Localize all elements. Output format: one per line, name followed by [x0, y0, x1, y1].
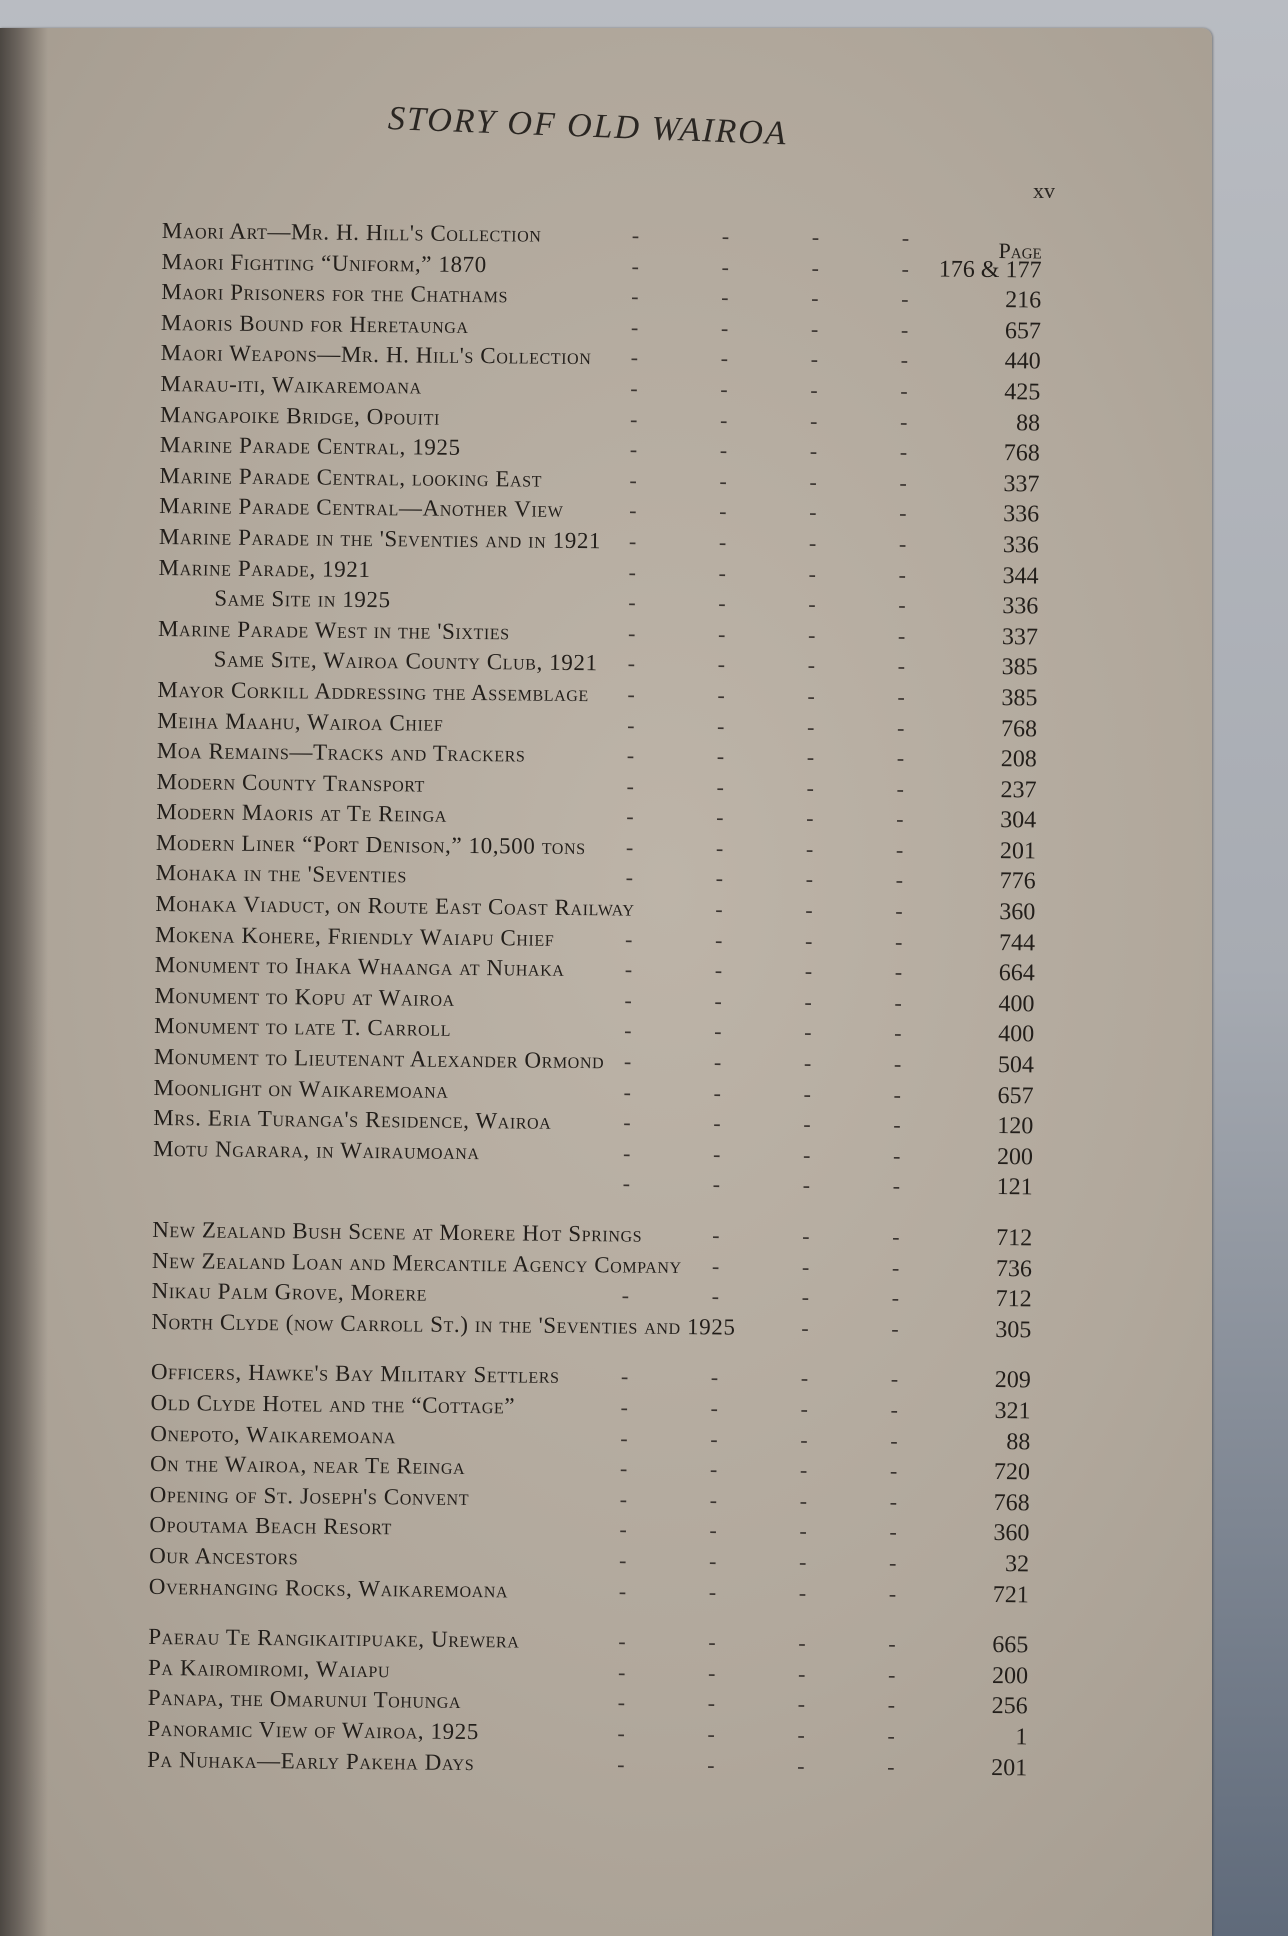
- entry-page-number: 385: [1001, 684, 1038, 712]
- leader-dash: -: [629, 497, 638, 523]
- leader-dash: -: [897, 653, 906, 679]
- leader-dash: -: [800, 1426, 809, 1452]
- leader-dash: -: [718, 529, 727, 555]
- leader-dash: -: [894, 928, 904, 954]
- entry-title: Mayor Corkill Addressing the Assemblage: [157, 676, 589, 707]
- leader-dash: -: [631, 283, 640, 309]
- leader-dash: -: [887, 1722, 896, 1749]
- entry-title: Monument to Lieutenant Alexander Ormond: [153, 1043, 605, 1074]
- entry-page-number: 256: [991, 1693, 1028, 1720]
- leader-dash: -: [809, 407, 819, 433]
- entry-title: Marine Parade Central—Another View: [159, 493, 564, 523]
- leader-dash: -: [625, 864, 634, 891]
- leader-dash: -: [887, 1692, 896, 1718]
- leader-dash: -: [895, 867, 904, 893]
- leader-dash: -: [890, 1397, 899, 1423]
- dot-leader: [151, 1307, 961, 1345]
- entry-page-number: 336: [1003, 501, 1040, 528]
- leader-dash: -: [620, 1394, 629, 1420]
- entry-page-number: 425: [1004, 379, 1041, 406]
- binding-gutter-shadow: [0, 28, 48, 1936]
- leader-dash: -: [719, 468, 728, 494]
- leader-dash: -: [716, 804, 725, 830]
- entry-page-number: 201: [999, 837, 1037, 865]
- leader-dash: -: [619, 1455, 629, 1481]
- leader-dash: -: [804, 1019, 813, 1045]
- entry-title: Mrs. Eria Turanga's Residence, Wairoa: [153, 1105, 552, 1134]
- leader-dash: -: [899, 408, 909, 434]
- entry-title: New Zealand Loan and Mercantile Agency Company: [151, 1247, 682, 1278]
- leader-dash: -: [620, 1363, 629, 1389]
- entry-title: Modern County Transport: [156, 768, 426, 797]
- entry-title: Modern Liner “Port Denison,” 10,500 tons: [155, 829, 586, 859]
- leader-dash: -: [622, 1140, 632, 1166]
- leader-dash: -: [625, 834, 635, 860]
- leader-dash: -: [897, 714, 906, 740]
- leader-dash: -: [626, 803, 635, 829]
- leader-dash: -: [707, 1660, 717, 1686]
- leader-dash: -: [811, 285, 820, 311]
- leader-dash: -: [720, 345, 729, 371]
- leader-dash: -: [811, 224, 820, 250]
- leader-dash: -: [894, 959, 903, 985]
- leader-dash: -: [624, 926, 634, 952]
- leader-dash: -: [898, 592, 907, 618]
- entry-page-number: 237: [1000, 776, 1037, 804]
- leader-dash: -: [622, 1170, 631, 1196]
- leader-dash: -: [630, 314, 640, 340]
- leader-dash: -: [798, 1549, 808, 1575]
- entry-title: Mohaka Viaduct, on Route East Coast Railway: [155, 891, 635, 921]
- leader-dash: -: [899, 469, 908, 495]
- entry-page-number: 209: [994, 1367, 1031, 1394]
- leader-dash: -: [800, 1365, 809, 1391]
- leader-dash: -: [714, 1018, 723, 1044]
- leader-dash: -: [800, 1396, 809, 1422]
- leader-dash: -: [803, 1080, 812, 1106]
- leader-dash: -: [717, 682, 726, 708]
- entry-page-number: 744: [998, 929, 1036, 957]
- leader-dash: -: [797, 1691, 806, 1717]
- leader-dash: -: [715, 835, 725, 861]
- entry-title: North Clyde (now Carroll St.) in the 'Seventies and 1925: [151, 1308, 736, 1340]
- entry-page-number: 360: [993, 1520, 1030, 1547]
- entry-title: Monument to late T. Carroll: [154, 1013, 452, 1042]
- leader-dash: -: [809, 499, 818, 525]
- entry-title: Maori Art—Mr. H. Hill's Collection: [161, 217, 542, 247]
- book-page: [0, 28, 1212, 1936]
- leader-dash: -: [630, 375, 639, 401]
- entry-title: Moa Remains—Tracks and Trackers: [156, 738, 526, 767]
- entry-page-number: 720: [993, 1459, 1031, 1486]
- entry-page-number: 768: [993, 1489, 1030, 1517]
- leader-dash: -: [798, 1630, 807, 1656]
- leader-dash: -: [719, 406, 729, 433]
- leader-dash: -: [898, 561, 907, 587]
- entry-title: Modern Maoris at Te Reinga: [156, 799, 448, 828]
- leader-dash: -: [803, 1050, 812, 1076]
- entry-page-number: 440: [1004, 348, 1041, 375]
- entry-title: Paerau Te Rangikaitipuake, Urewera: [148, 1624, 520, 1653]
- leader-dash: -: [888, 1580, 897, 1606]
- leader-dash: -: [891, 1315, 900, 1341]
- leader-dash: -: [721, 253, 730, 280]
- entry-title: Mokena Kohere, Friendly Waiapu Chief: [154, 921, 555, 951]
- leader-dash: -: [801, 1253, 811, 1279]
- leader-dash: -: [893, 1051, 902, 1077]
- leader-dash: -: [888, 1631, 897, 1657]
- leader-dash: -: [889, 1488, 898, 1514]
- leader-dash: -: [893, 1081, 902, 1107]
- entry-page-number: 360: [999, 899, 1036, 926]
- entry-page-number: 344: [1002, 562, 1039, 589]
- leader-dash: -: [901, 255, 910, 281]
- leader-dash: -: [810, 316, 820, 342]
- entry-title: Motu Ngarara, in Wairaumoana: [152, 1135, 480, 1164]
- leader-dash: -: [892, 1173, 901, 1199]
- leader-dash: -: [892, 1142, 902, 1168]
- entry-page-number: 336: [1002, 532, 1040, 559]
- leader-dash: -: [714, 957, 723, 983]
- entry-page-number: 736: [995, 1255, 1033, 1282]
- leader-dash: -: [888, 1549, 898, 1576]
- leader-dash: -: [707, 1690, 716, 1716]
- leader-dash: -: [619, 1516, 628, 1542]
- leader-dash: -: [709, 1456, 719, 1482]
- leader-dash: -: [623, 1109, 632, 1135]
- leader-dash: -: [808, 591, 817, 617]
- entry-title: Opening of St. Joseph's Convent: [149, 1481, 470, 1510]
- leader-dash: -: [717, 712, 726, 738]
- leader-dash: -: [807, 713, 816, 739]
- leader-dash: -: [619, 1547, 628, 1573]
- leader-dash: -: [710, 1425, 719, 1451]
- page-column-label: Page: [998, 238, 1042, 264]
- leader-dash: -: [627, 681, 636, 707]
- entry-page-number: 120: [997, 1113, 1034, 1140]
- entry-title: Same Site in 1925: [214, 585, 391, 613]
- entry-title: Panoramic View of Wairoa, 1925: [147, 1715, 480, 1745]
- leader-dash: -: [891, 1285, 900, 1311]
- leader-dash: -: [808, 530, 817, 556]
- leader-dash: -: [716, 743, 725, 769]
- entry-page-number: 385: [1001, 654, 1038, 681]
- leader-dash: -: [807, 652, 816, 678]
- leader-dash: -: [709, 1517, 718, 1543]
- entry-title: Opoutama Beach Resort: [149, 1512, 393, 1540]
- leader-dash: -: [799, 1518, 808, 1544]
- leader-dash: -: [709, 1487, 718, 1513]
- leader-dash: -: [901, 286, 910, 312]
- entry-page-number: 321: [994, 1398, 1031, 1425]
- leader-dash: -: [714, 926, 724, 953]
- leader-dash: -: [801, 1284, 810, 1310]
- leader-dash: -: [714, 988, 723, 1014]
- entry-title: Maori Prisoners for the Chathams: [161, 279, 509, 308]
- entry-title: Marine Parade Central, looking East: [159, 462, 543, 492]
- leader-dash: -: [802, 1142, 812, 1168]
- leader-dash: -: [806, 774, 815, 800]
- entry-title: Maoris Bound for Heretaunga: [160, 309, 469, 338]
- dot-leader: [153, 1164, 963, 1202]
- leader-dash: -: [807, 621, 817, 648]
- leader-dash: -: [713, 1049, 722, 1075]
- entry-title: Marine Parade West in the 'Sixties: [157, 615, 510, 645]
- leader-dash: -: [808, 560, 817, 586]
- leader-dash: -: [712, 1141, 722, 1167]
- entry-page-number: 712: [995, 1286, 1032, 1313]
- leader-dash: -: [617, 1689, 626, 1715]
- entry-page-number: 200: [996, 1143, 1034, 1171]
- leader-dash: -: [623, 1048, 632, 1074]
- dot-leader: [149, 1571, 959, 1609]
- leader-dash: -: [707, 1751, 716, 1777]
- leader-dash: -: [894, 989, 903, 1015]
- entry-title: New Zealand Bush Scene at Morere Hot Springs: [152, 1216, 643, 1247]
- entry-title: On the Wairoa, near Te Reinga: [149, 1451, 466, 1480]
- leader-dash: -: [631, 253, 640, 279]
- entry-page-number: 721: [992, 1581, 1029, 1608]
- leader-dash: -: [717, 621, 727, 647]
- leader-dash: -: [718, 559, 727, 585]
- leader-dash: -: [627, 650, 636, 676]
- entry-title: Mohaka in the 'Seventies: [155, 860, 408, 888]
- leader-dash: -: [809, 438, 818, 464]
- entry-page-number: 337: [1003, 470, 1040, 498]
- entry-title: Officers, Hawke's Bay Military Settlers: [150, 1359, 560, 1389]
- leader-dash: -: [889, 1519, 898, 1545]
- entry-page-number: 1: [1015, 1724, 1028, 1751]
- leader-dash: -: [626, 742, 635, 768]
- entry-page-number: 208: [1000, 746, 1037, 773]
- leader-dash: -: [889, 1458, 899, 1484]
- entry-title: Marine Parade, 1921: [158, 554, 371, 582]
- leader-dash: -: [619, 1486, 628, 1512]
- leader-dash: -: [713, 1110, 722, 1136]
- entry-page-number: 768: [1000, 715, 1038, 742]
- leader-dash: -: [712, 1222, 721, 1248]
- leader-dash: -: [797, 1752, 806, 1778]
- entry-title: Monument to Ihaka Whaanga at Nuhaka: [154, 952, 565, 982]
- leader-dash: -: [721, 223, 730, 249]
- entry-title: Onepoto, Waikaremoana: [150, 1420, 397, 1448]
- leader-dash: -: [797, 1660, 807, 1686]
- entry-title: Monument to Kopu at Wairoa: [154, 982, 455, 1011]
- leader-dash: -: [810, 377, 819, 403]
- entry-title: Moonlight on Waikaremoana: [153, 1074, 449, 1103]
- leader-dash: -: [900, 378, 909, 404]
- entry-page-number: 305: [995, 1316, 1032, 1344]
- entry-title: Our Ancestors: [149, 1542, 299, 1570]
- entry-page-number: 121: [996, 1174, 1033, 1201]
- leader-dash: -: [901, 225, 910, 251]
- leader-dash: -: [803, 1111, 812, 1137]
- leader-dash: -: [798, 1579, 807, 1605]
- leader-dash: -: [618, 1577, 627, 1604]
- entry-page-number: 304: [1000, 807, 1037, 834]
- leader-dash: -: [799, 1487, 808, 1514]
- leader-dash: -: [617, 1659, 627, 1685]
- entry-page-number: 400: [998, 1021, 1035, 1048]
- leader-dash: -: [708, 1629, 717, 1655]
- leader-dash: -: [712, 1171, 721, 1197]
- leader-dash: -: [621, 1282, 630, 1308]
- leader-dash: -: [628, 528, 637, 554]
- entry-page-number: 400: [998, 990, 1035, 1018]
- entry-title: Maori Fighting “Uniform,” 1870: [161, 248, 487, 277]
- leader-dash: -: [713, 1079, 722, 1106]
- entry-page-number: 200: [991, 1662, 1029, 1690]
- leader-dash: -: [627, 620, 637, 646]
- entry-title: Pa Kairomiromi, Waiapu: [147, 1654, 391, 1682]
- entry-page-number: 776: [999, 868, 1036, 895]
- leader-dash: -: [718, 590, 727, 616]
- entry-title: Nikau Palm Grove, Morere: [151, 1278, 428, 1306]
- leader-dash: -: [719, 437, 728, 463]
- entry-page-number: 32: [1004, 1551, 1030, 1578]
- leader-dash: -: [623, 1079, 632, 1105]
- entry-page-number: 336: [1002, 593, 1039, 620]
- leader-dash: -: [799, 1457, 809, 1483]
- entry-page-number: 176 & 177: [938, 256, 1042, 284]
- leader-dash: -: [624, 1017, 633, 1043]
- entry-title: Pa Nuhaka—Early Pakeha Days: [147, 1746, 475, 1775]
- entry-title: Marine Parade in the 'Seventies and in 1921: [158, 523, 602, 554]
- entry-title: Meiha Maahu, Wairoa Chief: [157, 707, 444, 736]
- leader-dash: -: [708, 1578, 717, 1604]
- leader-dash: -: [895, 836, 905, 863]
- leader-dash: -: [805, 897, 814, 923]
- leader-dash: -: [900, 347, 909, 373]
- entry-page-number: 665: [992, 1632, 1029, 1659]
- leader-dash: -: [627, 711, 636, 738]
- leader-dash: -: [801, 1314, 810, 1341]
- entry-title: Maori Weapons—Mr. H. Hill's Collection: [160, 340, 592, 370]
- entry-page-number: 504: [997, 1052, 1035, 1079]
- dot-leader: [147, 1744, 957, 1782]
- leader-dash: -: [802, 1172, 811, 1198]
- entry-title: Marau-iti, Waikaremoana: [160, 370, 422, 399]
- entry-page-number: 216: [1005, 287, 1042, 314]
- leader-dash: -: [804, 989, 813, 1015]
- leader-dash: -: [896, 745, 905, 771]
- leader-dash: -: [899, 439, 908, 465]
- entry-page-number: 657: [1004, 317, 1042, 345]
- leader-dash: -: [717, 651, 726, 677]
- leader-dash: -: [711, 1283, 720, 1309]
- leader-dash: -: [618, 1628, 627, 1654]
- leader-dash: -: [628, 589, 637, 615]
- leader-dash: -: [892, 1224, 901, 1250]
- entry-page-number: 88: [1006, 1428, 1031, 1455]
- leader-dash: -: [806, 744, 815, 770]
- page-number-folio: xv: [1033, 178, 1055, 203]
- leader-dash: -: [802, 1223, 811, 1249]
- leader-dash: -: [896, 775, 905, 801]
- leader-dash: -: [896, 806, 905, 832]
- leader-dash: -: [629, 406, 639, 432]
- entry-page-number: 337: [1001, 623, 1039, 651]
- leader-dash: -: [631, 222, 640, 248]
- leader-dash: -: [887, 1753, 896, 1779]
- list-of-illustrations: [147, 216, 1042, 1783]
- entry-title: Panapa, the Omarunui Tohunga: [147, 1685, 462, 1714]
- leader-dash: -: [624, 987, 633, 1013]
- leader-dash: -: [890, 1427, 899, 1453]
- entry-title: Overhanging Rocks, Waikaremoana: [148, 1573, 509, 1602]
- entry-title: Mangapoike Bridge, Opouiti: [159, 401, 441, 430]
- leader-dash: -: [620, 1425, 629, 1451]
- leader-dash: -: [894, 1020, 903, 1046]
- leader-dash: -: [720, 376, 729, 402]
- leader-dash: -: [891, 1254, 901, 1280]
- leader-dash: -: [897, 622, 907, 648]
- leader-dash: -: [804, 927, 814, 953]
- leader-dash: -: [628, 559, 637, 585]
- leader-dash: -: [900, 316, 910, 342]
- leader-dash: -: [719, 498, 728, 524]
- entry-page-number: 712: [996, 1225, 1033, 1252]
- leader-dash: -: [805, 866, 814, 892]
- leader-dash: -: [716, 774, 725, 800]
- leader-dash: -: [893, 1112, 902, 1138]
- leader-dash: -: [805, 836, 815, 862]
- leader-dash: -: [721, 284, 730, 310]
- leader-dash: -: [797, 1722, 806, 1748]
- leader-dash: -: [890, 1366, 899, 1392]
- entry-title: Old Clyde Hotel and the “Cottage”: [150, 1389, 516, 1419]
- entry-page-number: 657: [997, 1082, 1034, 1110]
- entry-page-number: 664: [998, 960, 1035, 987]
- leader-dash: -: [617, 1750, 626, 1777]
- entries-list: [147, 216, 1042, 1783]
- leader-dash: -: [720, 315, 730, 341]
- leader-dash: -: [806, 805, 815, 831]
- leader-dash: -: [809, 468, 818, 495]
- leader-dash: -: [629, 467, 638, 493]
- leader-dash: -: [715, 865, 724, 891]
- running-head: STORY OF OLD WAIROA: [387, 100, 789, 153]
- leader-dash: -: [626, 773, 635, 799]
- leader-dash: -: [804, 958, 813, 984]
- leader-dash: -: [715, 896, 724, 922]
- leader-dash: -: [710, 1395, 719, 1421]
- leader-dash: -: [895, 898, 904, 924]
- leader-dash: -: [897, 683, 906, 710]
- entry-title: Marine Parade Central, 1925: [159, 432, 461, 461]
- leader-dash: -: [707, 1721, 716, 1747]
- leader-dash: -: [807, 683, 816, 709]
- entry-title: Same Site, Wairoa County Club, 1921: [213, 646, 598, 676]
- leader-dash: -: [624, 956, 633, 982]
- leader-dash: -: [711, 1252, 721, 1278]
- entry-page-number: 88: [1015, 409, 1041, 437]
- leader-dash: -: [629, 436, 638, 462]
- leader-dash: -: [898, 531, 907, 557]
- leader-dash: -: [887, 1661, 897, 1687]
- leader-dash: -: [811, 254, 820, 280]
- leader-dash: -: [630, 344, 639, 370]
- leader-dash: -: [810, 346, 819, 372]
- leader-dash: -: [708, 1548, 718, 1574]
- leader-dash: -: [710, 1364, 719, 1390]
- entry-page-number: 768: [1003, 440, 1040, 467]
- entry-page-number: 201: [991, 1754, 1028, 1781]
- leader-dash: -: [617, 1720, 626, 1746]
- leader-dash: -: [899, 500, 908, 526]
